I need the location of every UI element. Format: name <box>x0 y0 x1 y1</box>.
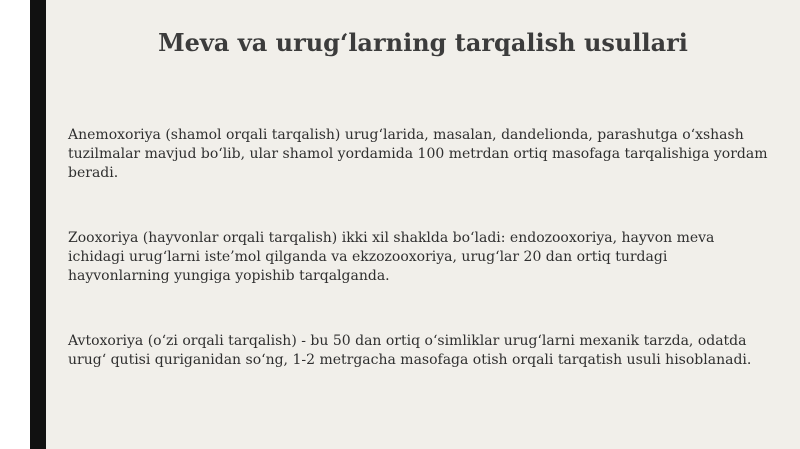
accent-bar <box>30 0 46 449</box>
paragraph-zoochory: Zooxoriya (hayvonlar orqali tarqalish) ikki xil shaklda bo‘ladi: endozooxoriya, hayvon meva ichidagi urug‘larni iste’mol qilganda va ekzozooxoriya, urug‘lar 20 dan ortiq turdagi hayvonlarning yungiga yopishib tarqalganda. <box>68 230 715 284</box>
slide-title: Meva va urug‘larning tarqalish usullari <box>158 28 688 57</box>
paragraph-autochory: Avtoxoriya (o‘zi orqali tarqalish) - bu 50 dan ortiq o‘simliklar urug‘larni mexanik tarzda, odatda urug‘ qutisi quriganidan so‘ng, 1-2 metrgacha masofaga otish orqali tarqatish usuli hisoblanadi. <box>68 333 752 368</box>
left-margin <box>0 0 30 449</box>
paragraph-anemochory: Anemoxoriya (shamol orqali tarqalish) urug‘larida, masalan, dandeliondа, parashutga o‘xshash tuzilmalar mavjud bo‘lib, ular shamol yordamida 100 metrdan ortiq masofaga tarqalishiga yordam beradi. <box>68 127 768 181</box>
